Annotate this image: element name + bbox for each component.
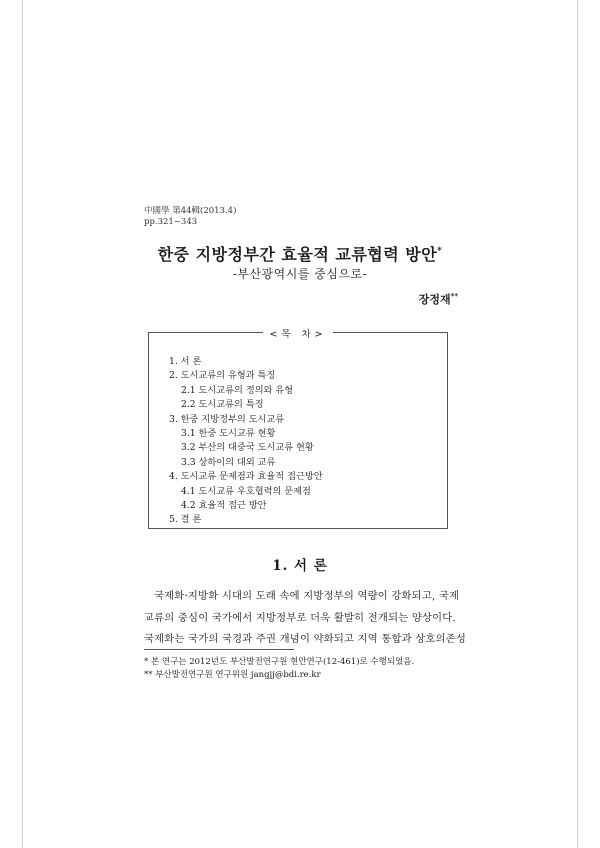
journal-volume: 中國學 第44輯(2013.4) (144, 206, 237, 216)
body-line: 교류의 중심이 국가에서 지방정부로 더욱 활발히 전개되는 양상이다. (144, 611, 456, 624)
toc-subitem: 3.3 상하이의 대외 교류 (181, 456, 276, 468)
toc-item: 2. 도시교류의 유형과 특징 (169, 370, 276, 382)
paper-title-text: 한중 지방정부간 효율적 교류협력 방안 (157, 245, 438, 264)
section-heading-introduction: 1. 서 론 (272, 558, 328, 574)
footnote-author: ** 부산발전연구원 연구위원 jangjj@bdi.re.kr (144, 669, 321, 680)
toc-subitem: 4.1 도시교류 우호협력의 문제점 (181, 485, 311, 497)
author-name (419, 291, 458, 307)
footnotes (144, 656, 414, 681)
table-of-contents (148, 329, 448, 529)
toc-list (169, 355, 323, 528)
toc-item: 5. 결 론 (169, 514, 202, 526)
toc-item: 1. 서 론 (169, 356, 202, 367)
title-footnote-marker: * (437, 246, 443, 257)
toc-item: 3. 한중 지방정부의 도시교류 (169, 413, 285, 425)
toc-subitem: 4.2 효율적 접근 방안 (181, 500, 267, 512)
body-line: 국제화는 국가의 국경과 주권 개념이 약화되고 지역 통합과 상호의존성 (144, 633, 467, 645)
author-footnote-marker: ** (450, 291, 458, 301)
paper-title (0, 242, 600, 265)
footnote-funding: * 본 연구는 2012년도 부산발전연구원 현안연구(12-461)로 수행되었음. (144, 657, 415, 667)
journal-info (144, 206, 236, 228)
page-border-right (577, 0, 578, 848)
toc-heading (149, 326, 447, 340)
author-name-text: 장정재 (418, 293, 451, 306)
toc-subitem: 2.2 도시교류의 특징 (181, 399, 264, 411)
footnote-divider (144, 649, 294, 650)
page-border-left (22, 0, 23, 848)
body-line: 국제화·지방화 시대의 도래 속에 지방정부의 역량이 강화되고, 국제 (154, 590, 460, 602)
toc-subitem: 3.2 부산의 대중국 도시교류 현황 (181, 442, 314, 454)
toc-subitem: 3.1 한중 도시교류 현황 (181, 428, 276, 440)
paper-subtitle: -부산광역시를 중심으로- (232, 267, 368, 281)
toc-subitem: 2.1 도시교류의 정의와 유형 (181, 384, 294, 396)
journal-pages: pp.321~343 (144, 217, 198, 227)
toc-item: 4. 도시교류 문제점과 효율적 접근방안 (169, 471, 323, 483)
body-paragraph (144, 586, 467, 651)
toc-heading-text: <목 차> (263, 329, 332, 340)
